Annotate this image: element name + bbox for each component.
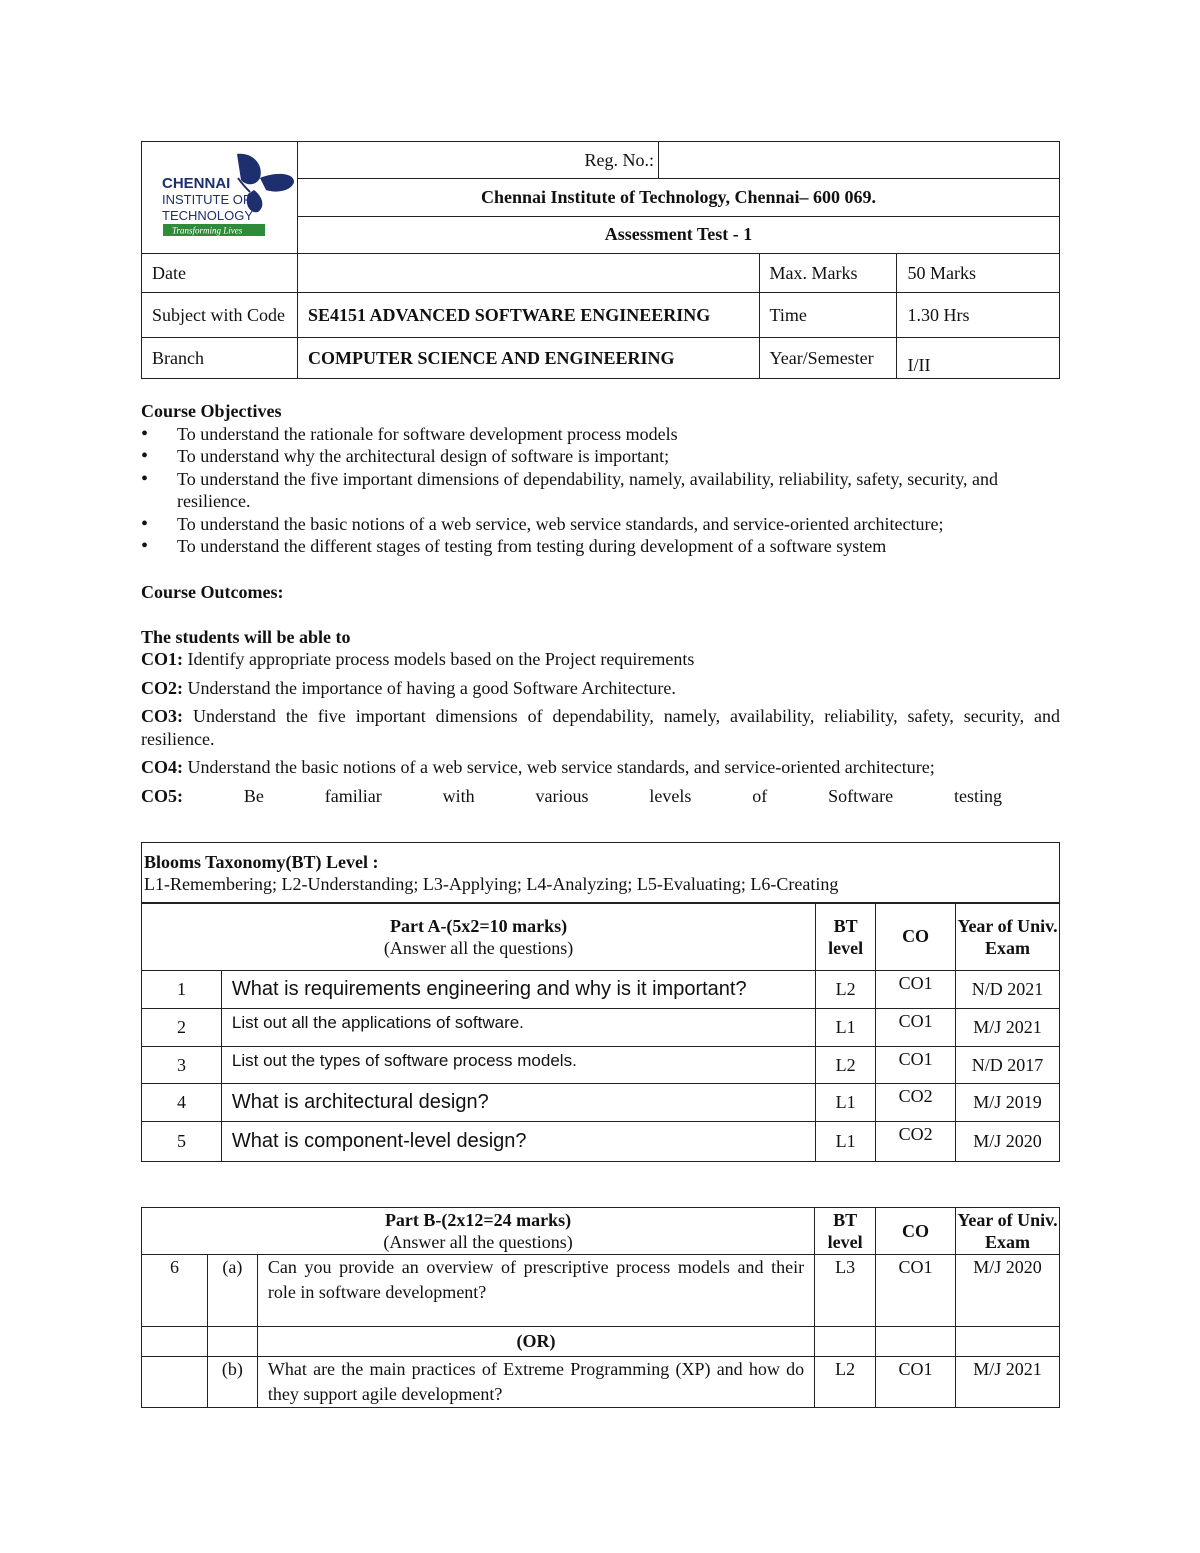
institute-name: Chennai Institute of Technology, Chennai– 600 069. [298,179,1060,216]
question-text: What are the main practices of Extreme Programming (XP) and how do they support agile development? [257,1357,814,1408]
question-number: 6 [142,1255,208,1327]
time-label: Time [759,293,897,338]
year-semester-label: Year/Semester [759,338,897,379]
course-objectives [141,400,1060,558]
institute-logo [142,142,297,248]
year-semester-value: I/II [897,338,1060,379]
table-row [142,971,1060,1009]
question-sub: (a) [207,1255,257,1327]
question-text: List out all the applications of software. [221,1009,815,1047]
blooms-title: Blooms Taxonomy(BT) Level : [144,852,379,872]
part-b-title: Part B-(2x12=24 marks) [384,1210,572,1230]
logo-tagline: Transforming Lives [172,225,243,236]
subject-label: Subject with Code [142,293,298,338]
table-row [142,1009,1060,1047]
outcome-co5: CO5: Be familiar with various levels of Software testing [141,785,1002,806]
bt-level: L1 [816,1009,876,1047]
co: CO1 [876,1009,956,1047]
co: CO2 [876,1122,956,1162]
part-a-heading [142,903,816,971]
question-text: What is requirements engineering and why is it important? [221,971,815,1009]
objective-item: • To understand the different stages of testing from testing during development of a software system [141,535,1060,558]
max-marks-value: 50 Marks [897,254,1060,293]
part-b-heading [142,1208,815,1255]
course-outcomes [141,581,1060,807]
col-co: CO [876,903,956,971]
exam-year: M/J 2021 [956,1009,1060,1047]
objectives-list [141,423,1060,558]
col-year: Year of Univ. Exam [956,903,1060,971]
objective-item: • To understand the basic notions of a web service, web service standards, and service-oriented architecture; [141,513,1060,536]
part-a-title: Part A-(5x2=10 marks) [389,915,568,936]
bt-level: L1 [816,1122,876,1162]
co: CO2 [876,1084,956,1122]
table-row [142,1047,1060,1084]
logo-cell [142,142,298,254]
exam-year: N/D 2021 [956,971,1060,1009]
question-text: Can you provide an overview of prescriptive process models and their role in software development? [257,1255,814,1327]
blooms-taxonomy-box [141,842,1060,904]
outcome-co4: CO4: Understand the basic notions of a web service, web service standards, and service-oriented architecture; [141,757,935,777]
bt-level: L2 [815,1357,876,1408]
subject-value: SE4151 ADVANCED SOFTWARE ENGINEERING [298,293,760,338]
question-text: List out the types of software process models. [221,1047,815,1084]
question-number: 5 [142,1122,222,1162]
test-title: Assessment Test - 1 [298,216,1060,253]
objective-item: • To understand the rationale for software development process models [141,423,1060,446]
exam-year: M/J 2021 [956,1357,1060,1408]
exam-year: M/J 2019 [956,1084,1060,1122]
branch-label: Branch [142,338,298,379]
outcomes-title: Course Outcomes: [141,582,284,602]
part-b-table [141,1207,1060,1408]
header-table [141,141,1060,379]
question-number: 3 [142,1047,222,1084]
blooms-levels: L1-Remembering; L2-Understanding; L3-Applying; L4-Analyzing; L5-Evaluating; L6-Creating [144,874,839,894]
question-sub: (b) [207,1357,257,1408]
outcome-co3: CO3: Understand the five important dimensions of dependability, namely, availability, reliability, safety, security, and resilience. [141,706,1060,749]
question-number: 2 [142,1009,222,1047]
logo-line3: TECHNOLOGY [162,208,254,223]
objectives-title: Course Objectives [141,401,282,421]
question-text: What is architectural design? [221,1084,815,1122]
reg-no-label: Reg. No.: [298,142,659,178]
exam-year: N/D 2017 [956,1047,1060,1084]
outcome-co1: CO1: Identify appropriate process models based on the Project requirements [141,649,695,669]
question-number: 1 [142,971,222,1009]
max-marks-label: Max. Marks [759,254,897,293]
bt-level: L1 [816,1084,876,1122]
co: CO1 [876,1357,956,1408]
table-row [142,1357,1060,1408]
or-row [142,1327,1060,1357]
time-value: 1.30 Hrs [897,293,1060,338]
co: CO1 [876,1047,956,1084]
exam-year: M/J 2020 [956,1122,1060,1162]
table-row [142,1255,1060,1327]
col-bt-level: BT level [816,903,876,971]
table-row [142,1084,1060,1122]
or-label: (OR) [257,1327,814,1357]
branch-value: COMPUTER SCIENCE AND ENGINEERING [298,338,760,379]
part-b-subtitle: (Answer all the questions) [383,1232,573,1252]
question-text: What is component-level design? [221,1122,815,1162]
bt-level: L3 [815,1255,876,1327]
co: CO1 [876,1255,956,1327]
part-a-table [141,902,1060,1162]
part-a-subtitle: (Answer all the questions) [383,937,574,958]
objective-item: • To understand the five important dimensions of dependability, namely, availability, reliability, safety, security, and resilience. [141,468,1060,513]
outcome-co2: CO2: Understand the importance of having a good Software Architecture. [141,677,676,698]
col-bt-level: BT level [815,1208,876,1255]
reg-no-row [298,142,1060,179]
outcomes-intro: The students will be able to [141,626,351,647]
col-co: CO [876,1208,956,1255]
co: CO1 [876,971,956,1009]
logo-line1: CHENNAI [162,175,231,192]
objective-item: • To understand why the architectural design of software is important; [141,445,1060,468]
bt-level: L2 [816,971,876,1009]
exam-year: M/J 2020 [956,1255,1060,1327]
date-value [298,254,760,293]
bt-level: L2 [816,1047,876,1084]
logo-line2: INSTITUTE OF [162,192,251,207]
table-row [142,1122,1060,1162]
question-number: 4 [142,1084,222,1122]
date-label: Date [142,254,298,293]
col-year: Year of Univ. Exam [956,1208,1060,1255]
